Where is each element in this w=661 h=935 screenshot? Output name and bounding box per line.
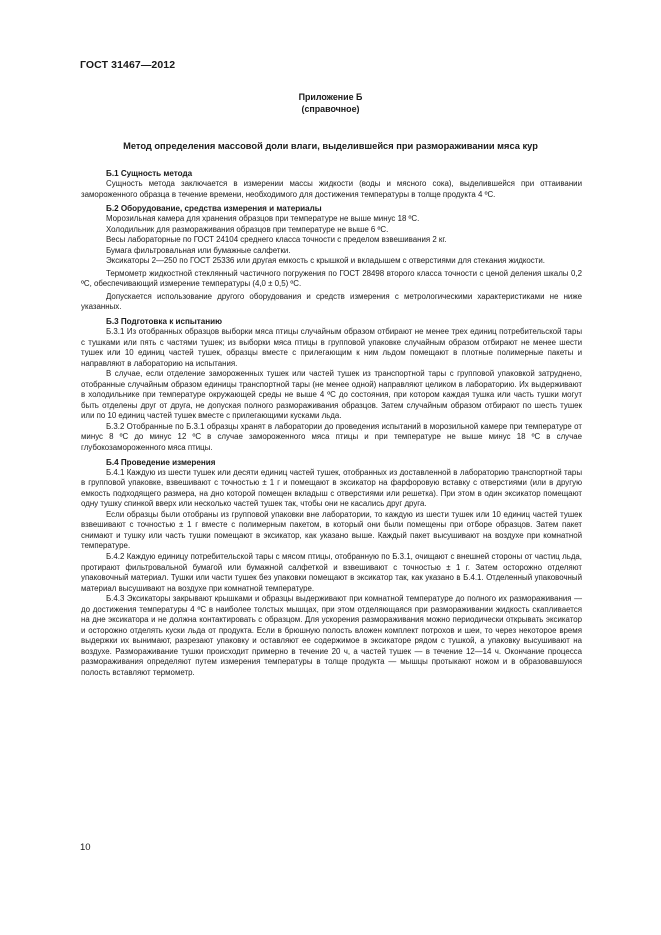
paragraph: Весы лабораторные по ГОСТ 24104 среднего класса точности с пределом взвешивания 2 кг. (106, 235, 447, 245)
paragraph: Б.4.3 Эксикаторы закрывают крышками и образцы выдерживают при комнатной температуре до полного их размораживания — до достижения температуры 4 ºС в наиболее толстых мышцах, при этом отделяющаяся при размораживании жидкость скапливается на дне эксикатора и не должна контактировать с образцом. Для ускорения размораживания можно периодически открывать эксикатор и осторожно отделять куски льда от продукта. Если в брюшную полость вложен комплект потрохов и шеи, то через некоторое время выдержки их вынимают, разрезают упаковку и оставляют ее содержимое в эксикаторе рядом с тушкой, а упаковку высушивают на воздухе. Размораживание тушки происходит примерно в течение 20 ч, а частей тушек — в течение 12—14 ч. Окончание процесса размораживания определяют путем измерения температуры в толще продукта — мышцы протыкают ножом и в образовавшуюся полость вставляют термометр. (81, 594, 582, 677)
paragraph: Термометр жидкостной стеклянный частичного погружения по ГОСТ 28498 второго класса точности с ценой деления шкалы 0,2 ºС, обеспечивающий измерение температуры (4,0 ± 0,5) ºС. (81, 268, 582, 289)
paragraph: Б.3.1 Из отобранных образцов выборки мяса птицы случайным образом отбирают не менее трех единиц потребительской тары с тушками или пять с частями тушек; из выборки мяса птицы в групповой упаковке случайным образом отбирают не менее шести тушек или 10 единиц частей тушек, образцы вместе с прилегающим к ним льдом помещают в плотные полимерные пакеты и направляют в лабораторию на испытания. (81, 327, 582, 368)
paragraph: Эксикаторы 2—250 по ГОСТ 25336 или другая емкость с крышкой и вкладышем с отверстиями для стекания жидкости. (106, 256, 545, 266)
section-heading: Б.1 Сущность метода (106, 169, 193, 178)
paragraph: Допускается использование другого оборудования и средств измерения с метрологическими характеристиками не ниже указанных. (81, 291, 582, 312)
paragraph: Морозильная камера для хранения образцов при температуре не выше минус 18 ºС. (106, 214, 420, 224)
document-body (81, 168, 582, 679)
appendix-title: Приложение Б (298, 92, 363, 102)
section-heading: Б.2 Оборудование, средства измерения и материалы (106, 204, 322, 214)
section-heading: Б.3 Подготовка к испытанию (106, 317, 223, 327)
section-heading: Б.4 Проведение измерения (106, 457, 216, 467)
paragraph: Холодильник для размораживания образцов при температуре не выше 6 ºС. (106, 224, 389, 234)
standard-code: ГОСТ 31467—2012 (80, 59, 176, 71)
paragraph: Б.4.1 Каждую из шести тушек или десяти единиц частей тушек, отобранных из доставленной в лабораторию транспортной тары в групповой упаковке, взвешивают с точностью ± 1 г и помещают в эксикатор на фарфоровую вставку с отверстиями (или в другую емкость подходящего размера, на дно которой помещен вкладыш с отверстиями или решетка). При этом в один эксикатор помещают одну тушку спинкой вверх или несколько частей тушек так, чтобы они не касались друг друга. (81, 467, 582, 509)
paragraph: В случае, если отделение замороженных тушек или частей тушек из транспортной тары с групповой упаковкой затруднено, отобранные случайным образом единицы транспортной тары (не менее одной) направляют целиком в лабораторию. Их выдерживают в холодильнике при температуре окружающей среды не выше 4 ºС до состояния, при котором каждая тушка или часть тушки могут быть отделены друг от друга, не допуская полного размораживания образцов. Затем случайным образом отбирают по шесть тушек или по 10 единиц частей тушек вместе с прилегающими кусками льда. (81, 369, 582, 421)
paragraph: Б.4.2 Каждую единицу потребительской тары с мясом птицы, отобранную по Б.3.1, очищают с внешней стороны от частиц льда, протирают фильтровальной бумагой или бумажной салфеткой и взвешивают с точностью ± 1 г. Затем осторожно отделяют упаковочный материал. Тушки или части тушек без упаковки помещают в эксикатор так, как указано в Б.4.1. Отделенный упаковочный материал высушивают на воздухе при комнатной температуре. (81, 551, 582, 593)
paragraph: Б.3.2 Отобранные по Б.3.1 образцы хранят в лаборатории до проведения испытаний в морозильной камере при температуре от минус 8 ºС до минус 12 ºС в случае замороженного мяса птицы и при температуре не выше минус 18 ºС в случае глубокозамороженного мяса птицы. (81, 421, 582, 453)
paragraph: Бумага фильтровальная или бумажные салфетки. (106, 245, 291, 255)
method-title: Метод определения массовой доли влаги, выделившейся при размораживании мяса кур (123, 141, 538, 151)
page-number: 10 (80, 842, 91, 853)
paragraph: Сущность метода заключается в измерении массы жидкости (воды и мясного сока), выделившейся при оттаивании замороженного образца в течение времени, необходимого для достижения температуры в толще продукта 4 ºС. (81, 179, 582, 199)
paragraph: Если образцы были отобраны из групповой упаковки вне лаборатории, то каждую из шести тушек или 10 единиц частей тушек взвешивают с точностью ± 1 г вместе с полимерным пакетом, в который они были помещены при отборе образцов. Затем пакет снимают и тушку или часть тушки помещают в эксикатор, как указано выше. Каждый пакет высушивают на воздухе при комнатной температуре. (81, 509, 582, 551)
appendix-note: (справочное) (301, 104, 360, 114)
